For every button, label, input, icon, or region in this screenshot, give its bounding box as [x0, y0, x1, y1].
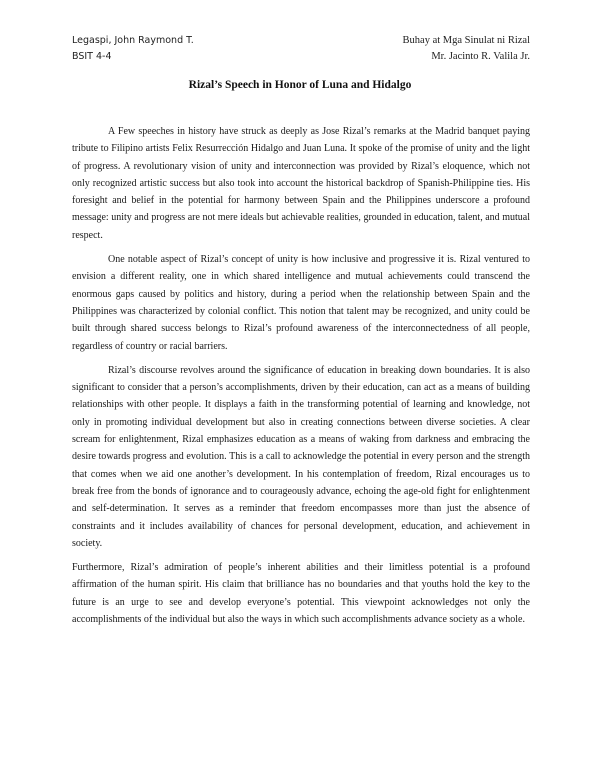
paragraph-3: Rizal’s discourse revolves around the significance of education in breaking down boundaries. It is also significant to consider that a person’s accomplishments, driven by their education, can act as a means of building relationships with other people. It displays a faith in the transforming potential of learning and knowledge, not only in promoting individual development but also in creating connections between diverse societies. A clear scream for enlightenment, Rizal emphasizes education as a means of waking from darkness and embracing the desire towards progress and evolution. This is a call to acknowledge the potential in every person and the strength that comes when we aid one another’s development. In his contemplation of freedom, Rizal encourages us to break free from the bonds of ignorance and to courageously advance, echoing the age-old fight for enlightenment and self-determination. It serves as a reminder that freedom encompasses more than just the absence of constraints and it includes availability of chances for personal development, education, and achievement in society.: [72, 364, 530, 549]
paragraph-4: Furthermore, Rizal’s admiration of people’s inherent abilities and their limitless potential is a profound affirmation of the human spirit. His claim that brilliance has no boundaries and that youths hold the key to the future is an urge to see and develop everyone’s potential. This viewpoint acknowledges not only the accomplishments of the individual but also the ways in which such accomplishments advance society as a whole.: [72, 562, 530, 626]
author-name: Legaspi, John Raymond T.: [72, 35, 194, 46]
instructor-name: Mr. Jacinto R. Valila Jr.: [431, 51, 530, 62]
header-left: [72, 33, 194, 65]
paragraph-1: A Few speeches in history have struck as deeply as Jose Rizal’s remarks at the Madrid banquet paying tribute to Filipino artists Felix Resurrección Hidalgo and Juan Luna. It spoke of the promise of unity and the light of progress. A revolutionary vision of unity and interconnection was provided by Rizal’s eloquence, which not only recognized artistic success but also took into account the historical backdrop of Spanish-Philippine ties. His foresight and belief in the potential for harmony between Spain and the Philippines underscore a profound message: unity and progress are not mere ideals but achievable realities, grounded in education, talent, and mutual respect.: [72, 126, 530, 241]
document-body: [72, 123, 530, 635]
document-title: Rizal’s Speech in Honor of Luna and Hidalgo: [188, 79, 412, 91]
course-name: Buhay at Mga Sinulat ni Rizal: [402, 35, 530, 46]
header-right: [403, 33, 530, 65]
section-label: BSIT 4-4: [72, 51, 112, 62]
paragraph-2: One notable aspect of Rizal’s concept of unity is how inclusive and progressive it is. Rizal ventured to envision a different reality, one in which shared intelligence and mutual achievements could transcend the enormous gaps caused by politics and history, during a period when the relationship between Spain and the Philippines was characterized by colonial conflict. This notion that talent may be recognized, and unity could be built through shared success belongs to Rizal’s profound awareness of the interconnectedness of all people, regardless of country or racial barriers.: [72, 254, 530, 352]
